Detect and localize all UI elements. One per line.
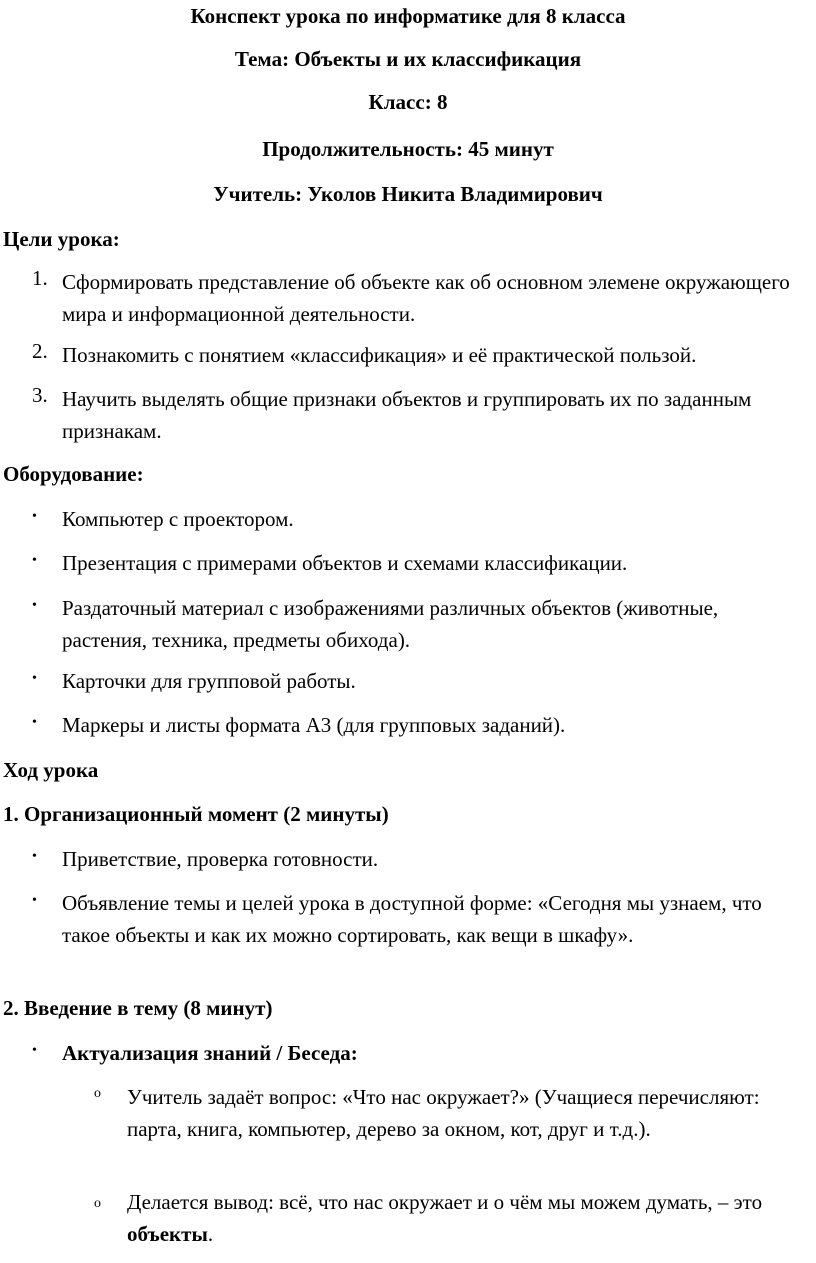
list-item-text: Объявление темы и целей урока в доступной форме: «Сегодня мы узнаем, что такое объекты и как их можно сортировать, как вещи в шкафу». (62, 891, 762, 947)
list-item-text: Сформировать представление об объекте как об основном элемене окружающего мира и информационной деятельности. (62, 270, 790, 326)
lesson-duration: Продолжительность: 45 минут (262, 137, 554, 161)
lesson-teacher: Учитель: Уколов Никита Владимирович (213, 182, 603, 206)
bullet-icon: • (32, 1043, 37, 1058)
list-number: 1. (32, 266, 48, 290)
bullet-icon: • (32, 598, 37, 613)
list-number: 3. (32, 383, 48, 407)
list-item-text: Приветствие, проверка готовности. (62, 847, 379, 871)
lesson-title: Конспект урока по информатике для 8 класса (190, 4, 626, 28)
bullet-icon: • (32, 893, 37, 908)
sub-item-text-start: Делается вывод: всё, что нас окружает и о чём мы можем думать, – это (127, 1190, 763, 1214)
sub-list-item-text: Учитель задаёт вопрос: «Что нас окружает?» (Учащиеся перечисляют: парта, книга, компьютер, дерево за окном, кот, друг и т.д.). (127, 1085, 760, 1141)
bold-term: объекты (127, 1222, 208, 1246)
list-item-text: Познакомить с понятием «классификация» и её практической пользой. (62, 343, 697, 367)
sub-list-item-text (127, 1186, 812, 1250)
bullet-icon: • (32, 553, 37, 568)
list-item-text: Карточки для групповой работы. (62, 669, 356, 693)
lesson-topic: Тема: Объекты и их классификация (234, 47, 582, 71)
sub-bullet-icon: o (94, 1196, 101, 1211)
bullet-icon: • (32, 715, 37, 730)
sub-item-text-end: . (207, 1222, 214, 1246)
bullet-icon: • (32, 849, 37, 864)
list-item-text: Раздаточный материал с изображениями различных объектов (животные, растения, техника, предметы обихода). (62, 596, 719, 652)
list-item-text: Компьютер с проектором. (62, 507, 294, 531)
list-item-text: Маркеры и листы формата А3 (для групповых заданий). (62, 713, 566, 737)
list-item-text: Презентация с примерами объектов и схемами классификации. (62, 551, 628, 575)
bullet-icon: • (32, 671, 37, 686)
sub-bullet-icon: o (94, 1086, 101, 1101)
list-item-text: Научить выделять общие признаки объектов и группировать их по заданным признакам. (62, 387, 752, 443)
lesson-grade: Класс: 8 (368, 90, 448, 114)
list-item-title: Актуализация знаний / Беседа: (62, 1041, 358, 1065)
list-number: 2. (32, 339, 48, 363)
equipment-heading: Оборудование: (3, 462, 144, 486)
lesson-flow-heading: Ход урока (3, 758, 99, 782)
stage1-heading: 1. Организационный момент (2 минуты) (3, 802, 389, 826)
goals-heading: Цели урока: (3, 227, 120, 251)
bullet-icon: • (32, 509, 37, 524)
stage2-heading: 2. Введение в тему (8 минут) (3, 996, 273, 1020)
